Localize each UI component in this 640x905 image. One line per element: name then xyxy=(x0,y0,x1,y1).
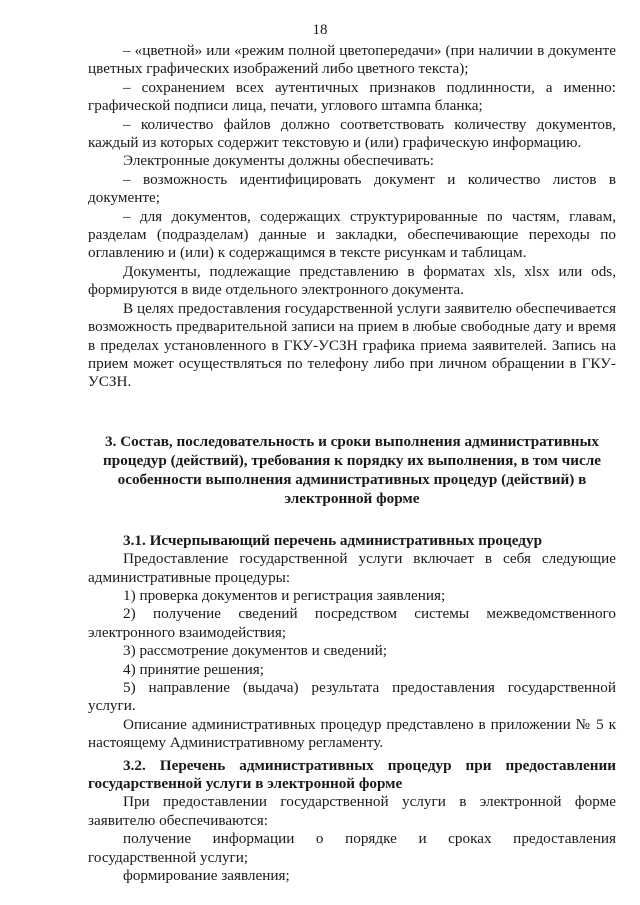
list-item: – «цветной» или «режим полной цветопередачи» (при наличии в документе цветных графических изображений либо цветного текста); xyxy=(88,42,616,78)
procedure-item: 5) направление (выдача) результата предоставления государственной услуги. xyxy=(88,678,616,715)
list-item: – для документов, содержащих структурированные по частям, главам, разделам (подразделам) данные и закладки, обеспечивающие переходы по оглавлению и (или) к содержащимся в тексте рисункам и таблицам. xyxy=(88,207,616,262)
paragraph: Описание административных процедур представлено в приложении № 5 к настоящему Административному регламенту. xyxy=(88,715,616,752)
list-item: – количество файлов должно соответствовать количеству документов, каждый из которых содержит текстовую и (или) графическую информацию. xyxy=(88,115,616,152)
paragraph: Предоставление государственной услуги включает в себя следующие административные процедуры: xyxy=(88,550,616,586)
procedure-item: 2) получение сведений посредством системы межведомственного электронного взаимодействия; xyxy=(88,605,616,641)
list-item: – возможность идентифицировать документ и количество листов в документе; xyxy=(88,170,616,207)
paragraph: Электронные документы должны обеспечивать: xyxy=(123,152,434,170)
list-item: – сохранением всех аутентичных признаков подлинности, а именно: графической подписи лица, печати, углового штампа бланка; xyxy=(88,78,616,115)
paragraph: В целях предоставления государственной услуги заявителю обеспечивается возможность предварительной записи на прием в любые свободные дату и время в пределах установленного в ГКУ-УСЗН графика приема заявителей. Запись на прием может осуществляться по телефону либо при личном обращении в ГКУ-УСЗН. xyxy=(88,299,616,391)
procedure-item: 1) проверка документов и регистрация заявления; xyxy=(123,586,446,604)
list-item: получение информации о порядке и сроках предоставления государственной услуги; xyxy=(88,830,616,866)
paragraph: При предоставлении государственной услуги в электронной форме заявителю обеспечиваются: xyxy=(88,793,616,829)
subsection-heading: 3.1. Исчерпывающий перечень административных процедур xyxy=(123,531,543,549)
page-number: 18 xyxy=(312,22,328,38)
subsection-heading: 3.2. Перечень административных процедур при предоставлении государственной услуги в электронной форме xyxy=(88,756,616,792)
procedure-item: 4) принятие решения; xyxy=(123,660,264,678)
paragraph: Документы, подлежащие представлению в форматах xls, xlsx или ods, формируются в виде отдельного электронного документа. xyxy=(88,262,616,299)
section-heading: 3. Состав, последовательность и сроки выполнения административных процедур (действий), требования к порядку их выполнения, в том числе особенности выполнения административных процедур (действий) в электронной форме xyxy=(103,432,601,507)
procedure-item: 3) рассмотрение документов и сведений; xyxy=(123,642,387,660)
page-body xyxy=(88,42,616,885)
list-item: формирование заявления; xyxy=(123,867,290,885)
